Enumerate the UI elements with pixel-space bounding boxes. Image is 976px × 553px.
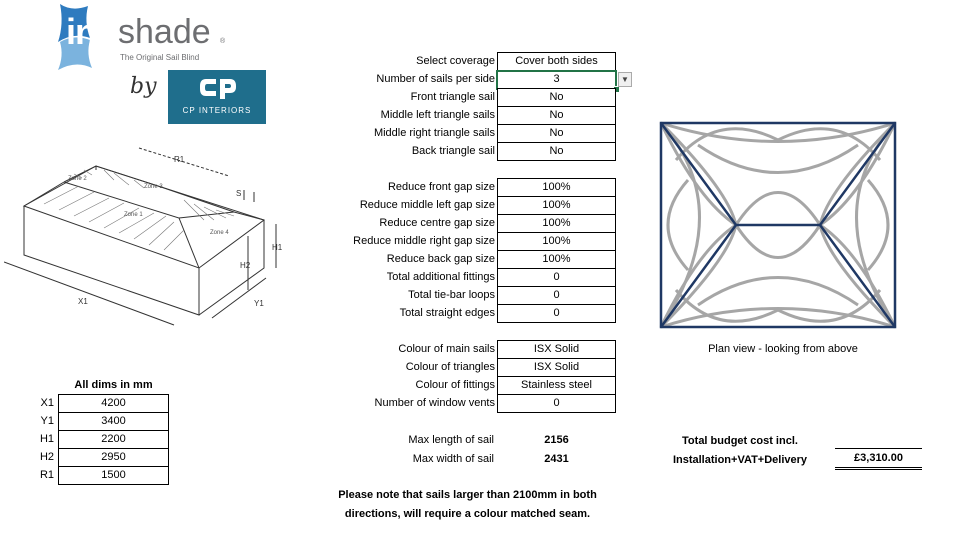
structure-diagram-drawing (4, 140, 304, 340)
colour-triangles-field[interactable]: ISX Solid (497, 358, 616, 377)
diagram-label-y1: Y1 (254, 299, 264, 308)
cp-mark-icon (198, 76, 238, 102)
plan-view-drawing (658, 120, 898, 330)
dim-input-h1[interactable]: 2200 (58, 430, 169, 449)
reduce-back-gap-field[interactable]: 100% (497, 250, 616, 269)
dim-input-h2[interactable]: 2950 (58, 448, 169, 467)
label-window-vents: Number of window vents (374, 397, 495, 409)
diagram-label-s: S (236, 189, 242, 198)
reduce-centre-gap-field[interactable]: 100% (497, 214, 616, 233)
seam-note-line1: Please note that sails larger than 2100mm in both (338, 489, 597, 501)
straight-edges-field[interactable]: 0 (497, 304, 616, 323)
dim-label-y1: Y1 (40, 415, 54, 427)
dim-label-x1: X1 (40, 397, 54, 409)
colour-fittings-field[interactable]: Stainless steel (497, 376, 616, 395)
window-vents-field[interactable]: 0 (497, 394, 616, 413)
cp-interiors-logo (168, 70, 266, 124)
reduce-middle-left-gap-field[interactable]: 100% (497, 196, 616, 215)
label-back-triangle: Back triangle sail (411, 145, 495, 157)
tie-bar-loops-field[interactable]: 0 (497, 286, 616, 305)
diagram-label-zone2: Zone 2 (68, 176, 87, 182)
front-triangle-field[interactable]: No (497, 88, 616, 107)
label-sails-per-side: Number of sails per side (376, 73, 495, 85)
structure-diagram (4, 140, 304, 340)
label-reduce-back-gap: Reduce back gap size (386, 253, 495, 265)
seam-note-line2: directions, will require a colour matched seam. (344, 508, 591, 520)
logo-brand-suffix: shade (118, 13, 211, 51)
label-colour-main-sails: Colour of main sails (398, 343, 495, 355)
label-max-width: Max width of sail (412, 453, 494, 465)
colour-main-sails-field[interactable]: ISX Solid (497, 340, 616, 359)
label-select-coverage: Select coverage (416, 55, 495, 67)
max-length-value: 2156 (544, 434, 569, 446)
back-triangle-field[interactable]: No (497, 142, 616, 161)
dropdown-arrow-icon[interactable]: ▼ (618, 72, 632, 87)
dim-label-h2: H2 (39, 451, 54, 463)
dim-label-h1: H1 (39, 433, 54, 445)
label-reduce-middle-right-gap: Reduce middle right gap size (353, 235, 495, 247)
label-colour-triangles: Colour of triangles (405, 361, 495, 373)
label-front-triangle: Front triangle sail (410, 91, 495, 103)
dim-input-r1[interactable]: 1500 (58, 466, 169, 485)
diagram-label-x1: X1 (78, 297, 88, 306)
total-cost-label-line1: Total budget cost incl. (682, 435, 798, 447)
label-straight-edges: Total straight edges (399, 307, 495, 319)
label-middle-right-triangle: Middle right triangle sails (373, 127, 495, 139)
dim-label-r1: R1 (39, 469, 54, 481)
label-max-length: Max length of sail (408, 434, 494, 446)
partner-name: CP INTERIORS (182, 106, 252, 115)
logo-by-text: by (130, 74, 157, 99)
label-reduce-front-gap: Reduce front gap size (387, 181, 495, 193)
select-coverage-field[interactable]: Cover both sides (497, 52, 616, 71)
logo-tagline: The Original Sail Blind (120, 53, 200, 62)
logo-brand-prefix: in (66, 11, 96, 52)
diagram-label-h1: H1 (272, 243, 283, 252)
label-reduce-middle-left-gap: Reduce middle left gap size (359, 199, 495, 211)
diagram-label-zone4: Zone 4 (210, 230, 229, 236)
additional-fittings-field[interactable]: 0 (497, 268, 616, 287)
plan-view-diagram (658, 120, 898, 330)
middle-left-triangle-field[interactable]: No (497, 106, 616, 125)
reduce-front-gap-field[interactable]: 100% (497, 178, 616, 197)
label-reduce-centre-gap: Reduce centre gap size (379, 217, 495, 229)
dim-input-y1[interactable]: 3400 (58, 412, 169, 431)
label-colour-fittings: Colour of fittings (415, 379, 495, 391)
label-additional-fittings: Total additional fittings (386, 271, 495, 283)
registered-mark: ® (220, 38, 226, 45)
diagram-label-zone1: Zone 1 (124, 212, 143, 218)
max-width-value: 2431 (544, 453, 569, 465)
middle-right-triangle-field[interactable]: No (497, 124, 616, 143)
total-cost-value: £3,310.00 (835, 448, 922, 470)
dims-title: All dims in mm (74, 379, 153, 391)
dim-input-x1[interactable]: 4200 (58, 394, 169, 413)
label-middle-left-triangle: Middle left triangle sails (380, 109, 495, 121)
plan-view-caption: Plan view - looking from above (708, 343, 858, 355)
reduce-middle-right-gap-field[interactable]: 100% (497, 232, 616, 251)
diagram-label-zone3: Zone 3 (144, 184, 163, 190)
sails-per-side-field[interactable]: 3 (496, 70, 617, 90)
label-tie-bar-loops: Total tie-bar loops (408, 289, 495, 301)
diagram-label-r1: R1 (174, 155, 185, 164)
total-cost-label-line2: Installation+VAT+Delivery (672, 454, 808, 466)
diagram-label-h2: H2 (240, 261, 251, 270)
